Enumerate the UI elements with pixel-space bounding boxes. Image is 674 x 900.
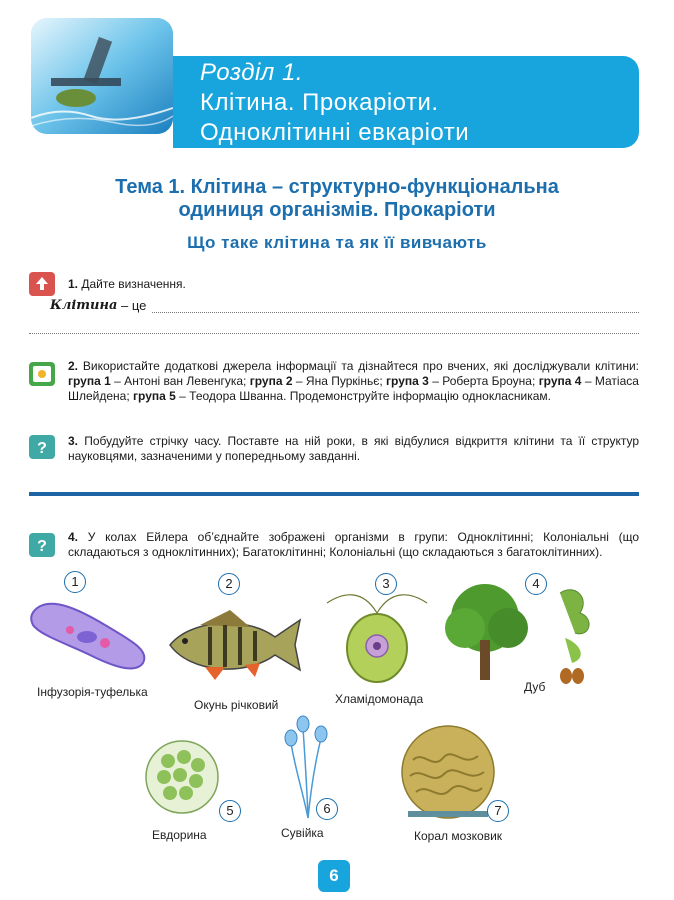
task-3-number: 3. xyxy=(68,434,79,448)
task-3 xyxy=(68,434,639,464)
topic-title-line2: одиниця організмів. Прокаріоти xyxy=(178,199,496,221)
task-4-text: У колах Ейлера об’єднайте зображені організми в групи: Одноклітинні; Колоніальні (що складаються з одноклітинних); Багатоклітинні; Колоніальні (що складаються з багатоклітинних). xyxy=(68,530,639,559)
definition-answer-line-2[interactable] xyxy=(29,333,639,334)
organism-caption-1: Інфузорія-туфелька xyxy=(37,685,148,699)
section-number: Розділ 1. xyxy=(200,59,304,86)
task-2 xyxy=(68,359,639,404)
question-icon xyxy=(29,533,55,557)
task-2-group-4: група 4 xyxy=(538,374,582,388)
definition-connector: – це xyxy=(121,298,147,313)
oak-image xyxy=(440,578,610,688)
task-4 xyxy=(68,530,639,560)
definition-answer-line[interactable] xyxy=(152,301,639,313)
task-2-group-3: група 3 xyxy=(386,374,429,388)
organism-number-4: 4 xyxy=(525,573,547,595)
definition-row xyxy=(50,298,639,313)
task-2-scientist-2: – Яна Пуркіньє; xyxy=(295,374,383,388)
organism-number-1: 1 xyxy=(64,571,86,593)
topic-title-line1: Тема 1. Клітина – структурно-функціональна xyxy=(115,176,559,198)
eudorina-image xyxy=(142,737,222,817)
task-1-number: 1. xyxy=(68,277,79,291)
section-title-line3: Одноклітинні евкаріоти xyxy=(200,119,470,146)
research-icon xyxy=(29,362,55,386)
task-2-group-5: група 5 xyxy=(133,389,176,403)
organism-caption-7: Корал мозковик xyxy=(414,829,503,843)
paramecium-image xyxy=(25,595,155,675)
organism-caption-2: Окунь річковий xyxy=(194,698,279,712)
section-divider xyxy=(29,492,639,496)
task-4-number: 4. xyxy=(68,530,79,544)
task-1-text: Дайте визначення. xyxy=(81,277,186,291)
svg-text:?: ? xyxy=(37,440,47,457)
chlamydomonas-image xyxy=(322,588,432,688)
svg-text:?: ? xyxy=(37,538,47,555)
task-2-group-1: група 1 xyxy=(68,374,111,388)
header-photo-microscope xyxy=(31,18,173,134)
subtitle: Що таке клітина та як її вивчають xyxy=(187,233,487,252)
task-2-scientist-1: – Антоні ван Левенгука; xyxy=(114,374,247,388)
brain-coral-image xyxy=(398,710,498,824)
task-1 xyxy=(68,277,639,292)
definition-term: Клітина xyxy=(50,298,118,313)
question-icon xyxy=(29,435,55,459)
organism-number-3: 3 xyxy=(375,573,397,595)
task-2-scientist-3: – Роберта Броуна; xyxy=(432,374,536,388)
task-2-number: 2. xyxy=(68,359,79,373)
upload-icon xyxy=(29,272,55,296)
task-2-scientist-4: – Матіаса Шлейдена; xyxy=(68,374,639,403)
task-3-text: Побудуйте стрічку часу. Поставте на ній роки, в які відбулися відкриття клітини та її структур науковцями, зазначеними у попередньому завданні. xyxy=(68,434,639,463)
organism-caption-6: Сувійка xyxy=(281,826,324,840)
section-title xyxy=(200,58,469,148)
organism-caption-3: Хламідомонада xyxy=(335,692,424,706)
task-2-group-2: група 2 xyxy=(249,374,293,388)
task-2-scientist-5: – Теодора Шванна. Продемонструйте інформацію однокласникам. xyxy=(179,389,551,403)
section-title-line2: Клітина. Прокаріоти. xyxy=(200,89,439,116)
perch-image xyxy=(160,605,310,685)
organism-caption-5: Евдорина xyxy=(152,828,207,842)
organism-number-7: 7 xyxy=(487,800,509,822)
page-number: 6 xyxy=(318,860,350,892)
organism-number-2: 2 xyxy=(218,573,240,595)
task-2-intro: Використайте додаткові джерела інформації та дізнайтеся про вчених, які досліджували клітини: xyxy=(82,359,639,373)
organism-caption-4: Дуб xyxy=(524,680,546,694)
organism-number-5: 5 xyxy=(219,800,241,822)
organism-number-6: 6 xyxy=(316,798,338,820)
microscope-image xyxy=(31,18,173,134)
